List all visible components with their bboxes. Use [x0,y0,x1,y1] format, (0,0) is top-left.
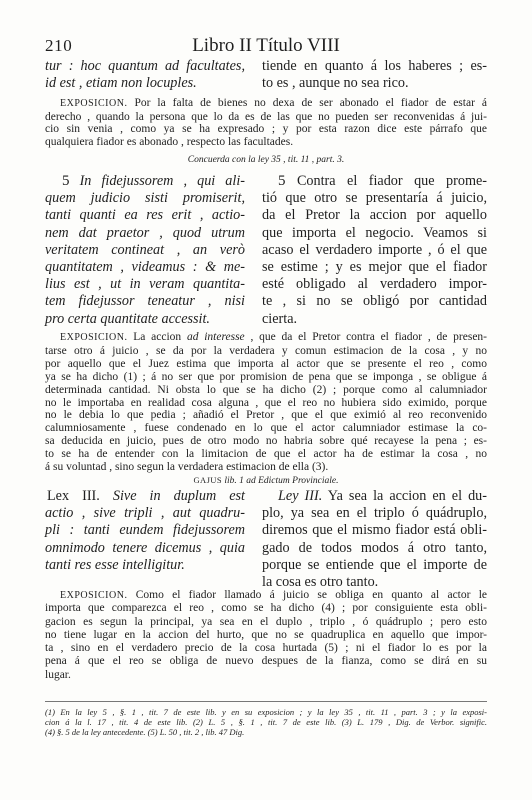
spanish-line: tiende en quanto á los haberes ; es- [262,58,487,74]
exposicion-text: Como el fiador llamado á juicio se obliga en quanto al actor le [135,589,488,601]
footnotes [45,707,487,737]
exposicion-text: Por la falta de bienes no dexa de ser abonado el fiador de estar á [134,97,487,109]
spanish-line: da el Pretor la accion por aquello [262,207,487,224]
exposicion-body [45,602,487,682]
exposicion-line: á su voluntad , sino segun la verdadera estimacion de ella (3). [45,461,329,474]
spanish-text: Contra el fiador que prome- [296,173,488,189]
exposicion-paragraph [45,331,487,474]
ley-label: Ley III. [278,488,323,504]
spanish-column [262,173,487,328]
spanish-body [262,190,487,328]
spanish-line: te , si no se obligó por cantidad [262,293,487,310]
latin-text: In fidejussorem , qui ali- [79,173,245,189]
exposicion-line: no le debia lo que pedia ; añadió el Pretor , que el que eximió al reo reconvenido [45,409,487,422]
exposicion-line: no tiene lugar en la accion del hurto, que no se quadruplica en aquello que impor- [45,628,487,641]
latin-line: tem fidejussor teneatur , nisi [45,293,245,310]
section-number: 5 [278,173,286,189]
source-citation [45,474,487,487]
exposicion-line: ta , sino en el verdadero precio de la cosa hurtada (5) ; ni el fiador lo es por la [45,642,487,655]
exposicion-label: EXPOSICION. [60,332,128,343]
latin-line: omnimodo tenere dicemus , quia [45,539,245,556]
exposicion-line: pena á que el reo se obliga de nuevo despues de la fianza, como se dirá en su [45,655,487,668]
source-author: GAJUS [193,475,222,485]
exposicion-text: La accion [133,331,182,343]
exposicion-line: tarse otro á juicio , se da por la verdadera y comun estimacion de la cosa , y no [45,344,487,357]
spanish-line: esté obligado al verdadero impor- [262,276,487,293]
latin-line: quem judicio sisti promiserit, [45,190,245,207]
latin-line: quantitatem , videamus : & me- [45,259,245,276]
latin-line: id est , etiam non locuples. [45,75,197,92]
exposicion-paragraph [45,97,487,148]
exposicion-line: no le importaba en realidad cosa alguna , que el reo no hubiera sido eximido, porque [45,396,487,409]
spanish-line: diremos que el mismo fiador está obli- [262,522,487,539]
latin-line: lius est , ut in veram quantita- [45,276,245,293]
latin-line: tur : hoc quantum ad facultates, [45,58,245,74]
spanish-line: acaso el verdadero importe , ó el que [262,241,487,258]
exposicion-line: determinada cantidad. Ni obsta lo que se ha dicho (2) ; porque como al calumniador [45,383,487,396]
latin-column [45,488,245,574]
exposicion-line: calumniosamente , fuese condenado en lo que el actor calumniador estimase la co- [45,422,487,435]
exposicion-line: por aquello que el Juez estima que importa al actor que se presente el reo , como [45,357,487,370]
latin-first-line [45,173,245,190]
latin-first-line [45,488,245,505]
footnote-line: cion á la l. 17 , tit. 4 de este lib. (2) L. 5 , §. 1 , tit. 7 de este lib. (3) L. 179 , Dig. de Verbor. signific. [45,717,487,727]
exposicion-body [45,111,487,149]
spanish-column [262,58,487,92]
latin-text: Sive in duplum est [112,488,245,504]
spanish-first-line [262,488,487,505]
page-title: Libro II Título VIII [192,35,340,56]
exposicion-line: gacion es segun la principal, ya sea en el duplo , triplo , ó quádruplo ; pero esto [45,615,487,628]
spanish-line: to es , aunque no sea rico. [262,75,409,92]
exposicion-first-line [45,589,487,602]
footnote-line: (1) En la ley 5 , §. 1 , tit. 7 de este lib. y en su exposicion ; y la ley 35 , tit. 11 , part. 3 ; y la exposi- [45,707,487,717]
spanish-line: que importa el negocio. Veamos si [262,224,487,241]
opening-passage [45,58,487,93]
exposicion-label: EXPOSICION. [60,98,128,109]
latin-body [45,190,245,328]
exposicion-line: ya se ha dicho (1) ; á no ser que por promision de pena que se imponga , se obligue á [45,370,487,383]
spanish-line: se estime ; y es mejor que el fiador [262,259,487,276]
source-work: lib. 1 ad Edictum Provinciale. [224,476,339,486]
spanish-line: plo, ya sea en el triplo ó quádruplo, [262,505,487,522]
paragraph-5 [45,173,487,329]
concordance-note: Concuerda con la ley 35 , tit. 11 , part. 3. [187,155,345,165]
latin-line: tanti res esse intelligitur. [45,556,185,573]
exposicion-body [45,345,487,474]
exposicion-label: EXPOSICION. [60,590,128,601]
exposicion-line: importa que comparezca el reo , como se ha dicho (4) ; por consiguiente esta obli- [45,602,487,615]
spanish-body [262,505,487,591]
exposicion-text: , que da el Pretor contra el fiador , de presen- [250,331,488,343]
latin-line: veritatem contineat , an verò [45,241,245,258]
exposicion-term: ad interesse [186,331,245,343]
latin-line: tanti quanti ea res erit , actio- [45,207,245,224]
exposicion-paragraph [45,589,487,682]
spanish-line: porque se entiende que el importe de [262,556,487,573]
exposicion-line: sa deducida en juicio, pues de otro modo no habria sobre qué recayese la pena ; es- [45,435,487,448]
section-number: 5 [62,173,70,189]
spanish-text: Ya sea la accion en el du- [327,488,487,504]
exposicion-line: to se ha de entender con la limitacion de que el actor ha de estimar la cosa , no [45,448,487,461]
spanish-column [262,488,487,591]
latin-column [45,173,245,328]
exposicion-line: cio sin venia , como ya se ha expresado ; y por esta razon dice este párrafo que [45,123,487,136]
footnote-rule [45,701,487,702]
lex-3 [45,488,487,592]
latin-line: pro certa quantitate accessit. [45,310,210,327]
page-header [45,34,487,58]
latin-line: actio , sive tripli , aut quadru- [45,505,245,522]
exposicion-first-line [45,331,487,345]
spanish-line: tió que otro se presentaría á juicio, [262,190,487,207]
latin-column [45,58,245,92]
exposicion-first-line [45,97,487,111]
lex-label: Lex III. [47,488,100,504]
footnote-line: (4) §. 5 de la ley antecedente. (5) L. 50 , tit. 2 , lib. 47 Dig. [45,727,245,737]
spanish-first-line [262,173,487,190]
spanish-line: gado de todos modos á otro tanto, [262,539,487,556]
exposicion-line: derecho , quando la persona que lo da es de las que no pueden ser reconvenidas á jui- [45,110,487,123]
latin-line: pli : tanti eundem fidejussorem [45,522,245,539]
exposicion-line: qualquiera fiador es abonado , respecto las facultades. [45,135,294,148]
latin-line: nem dat praetor , quod utrum [45,224,245,241]
latin-body [45,505,245,574]
exposicion-line: lugar. [45,668,71,681]
spanish-line: la cosa es otro tanto. [262,574,379,591]
page-number: 210 [45,36,73,55]
spanish-line: cierta. [262,310,298,327]
